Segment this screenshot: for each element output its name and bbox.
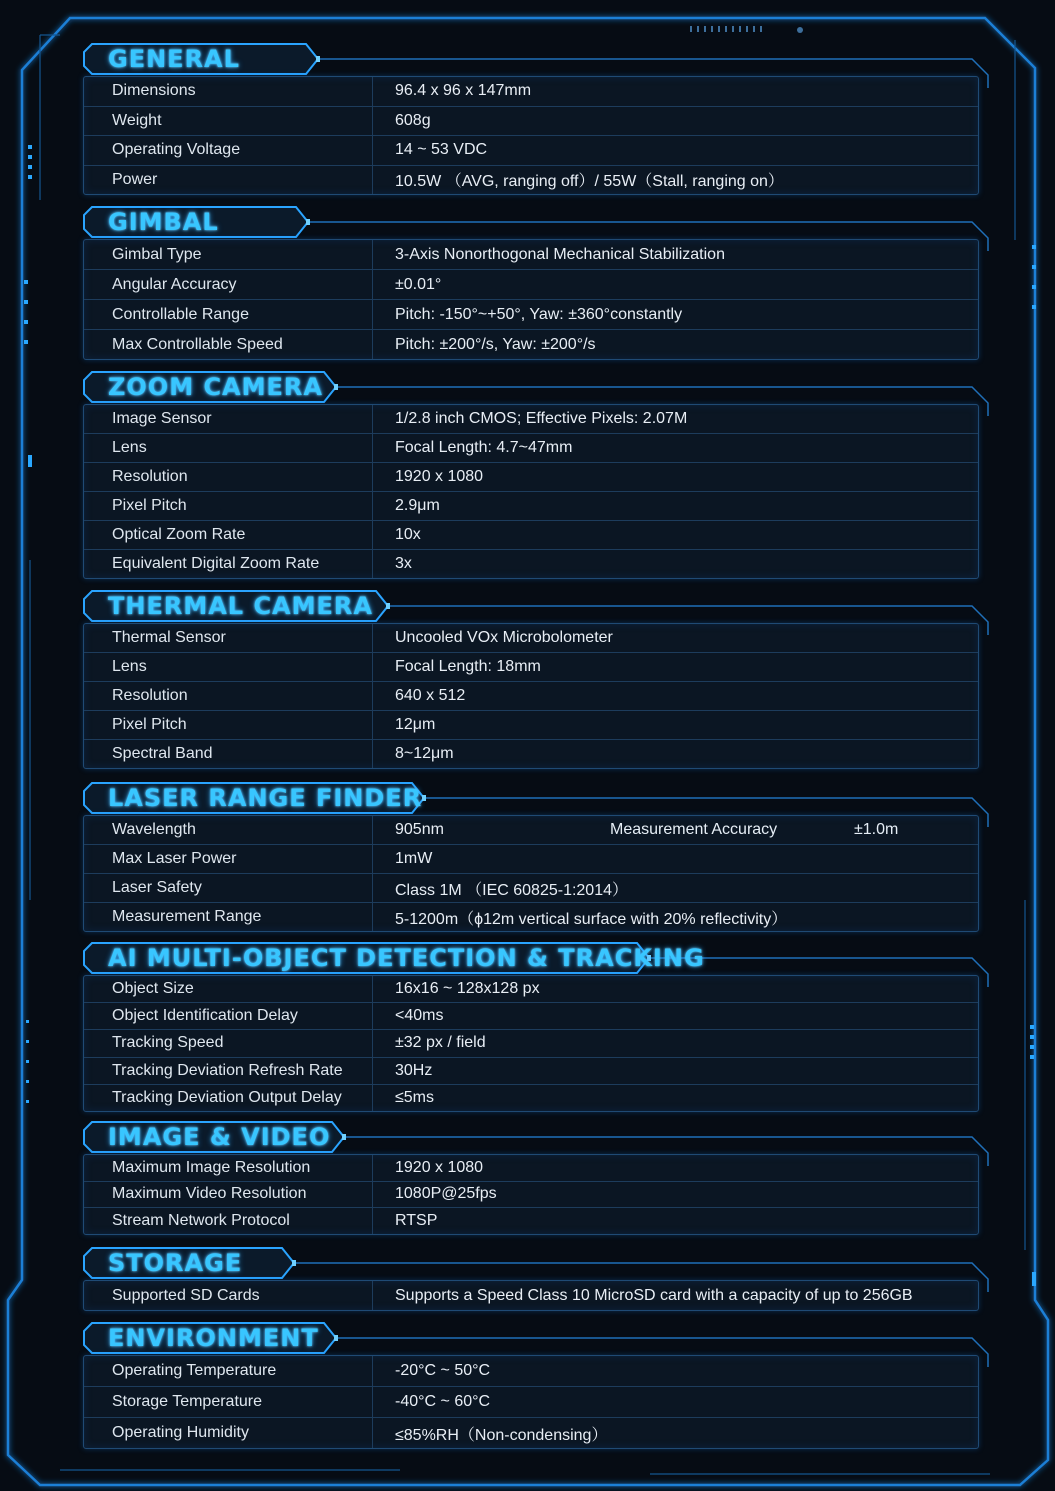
- spec-value: 30Hz: [395, 1061, 433, 1079]
- spec-label: Measurement Range: [112, 908, 262, 925]
- spec-label: Object Identification Delay: [112, 1007, 298, 1025]
- spec-label: Angular Accuracy: [112, 275, 237, 293]
- spec-table: [83, 623, 979, 769]
- spec-table: [83, 1154, 979, 1235]
- table-row: [84, 1058, 978, 1085]
- spec-label: Tracking Deviation Refresh Rate: [112, 1061, 343, 1079]
- spec-table: [83, 1355, 979, 1449]
- section-title: THERMAL CAMERA: [108, 592, 373, 620]
- section-title: STORAGE: [108, 1249, 243, 1277]
- column-divider: [372, 463, 373, 491]
- spec-value: 10x: [395, 526, 421, 543]
- table-row: [84, 240, 978, 270]
- spec-label: Pixel Pitch: [112, 716, 187, 733]
- spec-value: Pitch: -150°~+50°, Yaw: ±360°constantly: [395, 305, 683, 323]
- spec-value: -40°C ~ 60°C: [395, 1393, 491, 1410]
- spec-label: Equivalent Digital Zoom Rate: [112, 555, 320, 572]
- table-row: [84, 816, 978, 845]
- spec-value: ≤85%RH（Non-condensing）: [395, 1426, 608, 1444]
- column-divider: [372, 845, 373, 873]
- spec-label: Object Size: [112, 980, 194, 998]
- column-divider: [372, 903, 373, 931]
- table-row: [84, 874, 978, 903]
- column-divider: [372, 1003, 373, 1029]
- spec-label: Storage Temperature: [112, 1393, 263, 1410]
- spec-value: <40ms: [395, 1007, 444, 1025]
- spec-value: 1mW: [395, 850, 433, 867]
- table-row: [84, 1418, 978, 1448]
- table-row: [84, 77, 978, 107]
- table-row: [84, 521, 978, 550]
- spec-value: RTSP: [395, 1211, 438, 1229]
- spec-value: 12μm: [395, 716, 436, 733]
- table-row: [84, 682, 978, 711]
- table-row: [84, 624, 978, 653]
- table-row: [84, 653, 978, 682]
- spec-label: Pixel Pitch: [112, 497, 187, 514]
- spec-value: Supports a Speed Class 10 MicroSD card with a capacity of up to 256GB: [395, 1286, 913, 1304]
- section-title: AI MULTI-OBJECT DETECTION & TRACKING: [108, 944, 705, 972]
- spec-table: [83, 76, 979, 195]
- spec-value: 8~12μm: [395, 745, 454, 762]
- spec-value: Class 1M （IEC 60825-1:2014）: [395, 881, 629, 899]
- spec-label: Lens: [112, 658, 147, 675]
- column-divider: [372, 240, 373, 269]
- spec-label: Controllable Range: [112, 305, 249, 323]
- spec-value: 640 x 512: [395, 687, 466, 704]
- spec-label: Image Sensor: [112, 410, 212, 427]
- section-title: ENVIRONMENT: [108, 1324, 319, 1352]
- spec-label: Tracking Speed: [112, 1034, 224, 1052]
- table-row: [84, 1030, 978, 1057]
- table-row: [84, 1003, 978, 1030]
- spec-extra-label: Measurement Accuracy: [610, 821, 778, 838]
- table-row: [84, 1356, 978, 1387]
- table-row: [84, 463, 978, 492]
- spec-value: 3-Axis Nonorthogonal Mechanical Stabilization: [395, 245, 725, 263]
- column-divider: [372, 1182, 373, 1208]
- column-divider: [372, 1418, 373, 1448]
- column-divider: [372, 976, 373, 1002]
- table-row: [84, 1387, 978, 1418]
- section-title: GIMBAL: [108, 208, 219, 236]
- spec-value: -20°C ~ 50°C: [395, 1362, 491, 1379]
- spec-value: ±32 px / field: [395, 1034, 486, 1052]
- column-divider: [372, 550, 373, 578]
- column-divider: [372, 874, 373, 902]
- spec-value: 10.5W （AVG, ranging off）/ 55W（Stall, ranging on）: [395, 173, 784, 191]
- spec-value: 1920 x 1080: [395, 468, 484, 485]
- table-row: [84, 1182, 978, 1209]
- spec-label: Operating Temperature: [112, 1362, 277, 1379]
- table-row: [84, 405, 978, 434]
- column-divider: [372, 521, 373, 549]
- spec-label: Maximum Video Resolution: [112, 1185, 307, 1203]
- spec-value: 3x: [395, 555, 412, 572]
- spec-label: Power: [112, 170, 158, 188]
- section-title: LASER RANGE FINDER: [108, 784, 423, 812]
- section-title: GENERAL: [108, 45, 240, 73]
- spec-label: Dimensions: [112, 82, 196, 100]
- column-divider: [372, 740, 373, 768]
- spec-value: Uncooled VOx Microbolometer: [395, 629, 613, 646]
- column-divider: [372, 166, 373, 195]
- column-divider: [372, 1155, 373, 1181]
- spec-label: Optical Zoom Rate: [112, 526, 246, 543]
- table-row: [84, 107, 978, 137]
- spec-label: Stream Network Protocol: [112, 1211, 290, 1229]
- spec-label: Spectral Band: [112, 745, 213, 762]
- column-divider: [372, 1085, 373, 1111]
- spec-label: Gimbal Type: [112, 245, 202, 263]
- spec-value: 16x16 ~ 128x128 px: [395, 980, 540, 998]
- spec-value: 1080P@25fps: [395, 1185, 497, 1203]
- table-row: [84, 740, 978, 768]
- column-divider: [372, 107, 373, 136]
- spec-label: Supported SD Cards: [112, 1286, 260, 1304]
- table-row: [84, 711, 978, 740]
- spec-label: Wavelength: [112, 821, 196, 838]
- spec-value: 2.9μm: [395, 497, 440, 514]
- table-row: [84, 270, 978, 300]
- table-row: [84, 434, 978, 463]
- spec-value: 5-1200m（ϕ12m vertical surface with 20% reflectivity）: [395, 910, 788, 928]
- spec-label: Resolution: [112, 687, 188, 704]
- spec-table: [83, 815, 979, 932]
- table-row: [84, 550, 978, 578]
- spec-value: 1/2.8 inch CMOS; Effective Pixels: 2.07M: [395, 410, 688, 427]
- table-row: [84, 903, 978, 931]
- column-divider: [372, 300, 373, 329]
- column-divider: [372, 330, 373, 359]
- column-divider: [372, 624, 373, 652]
- column-divider: [372, 77, 373, 106]
- spec-value: 905nm: [395, 821, 444, 838]
- table-row: [84, 845, 978, 874]
- table-row: [84, 166, 978, 195]
- spec-label: Thermal Sensor: [112, 629, 226, 646]
- column-divider: [372, 653, 373, 681]
- spec-label: Tracking Deviation Output Delay: [112, 1088, 342, 1106]
- column-divider: [372, 1058, 373, 1084]
- spec-value: Focal Length: 4.7~47mm: [395, 439, 573, 456]
- spec-table: [83, 975, 979, 1112]
- column-divider: [372, 1208, 373, 1234]
- spec-value: ≤5ms: [395, 1088, 435, 1106]
- column-divider: [372, 711, 373, 739]
- column-divider: [372, 1281, 373, 1310]
- column-divider: [372, 1356, 373, 1386]
- spec-value: 96.4 x 96 x 147mm: [395, 82, 532, 100]
- table-row: [84, 330, 978, 359]
- section-title: ZOOM CAMERA: [108, 373, 323, 401]
- table-row: [84, 1208, 978, 1234]
- column-divider: [372, 682, 373, 710]
- table-row: [84, 1155, 978, 1182]
- spec-value: 14 ~ 53 VDC: [395, 141, 488, 159]
- spec-label: Maximum Image Resolution: [112, 1158, 311, 1176]
- spec-label: Resolution: [112, 468, 188, 485]
- spec-label: Laser Safety: [112, 879, 202, 896]
- table-row: [84, 136, 978, 166]
- spec-value: 1920 x 1080: [395, 1158, 484, 1176]
- spec-label: Max Laser Power: [112, 850, 237, 867]
- spec-label: Operating Voltage: [112, 141, 241, 159]
- table-row: [84, 1281, 978, 1310]
- spec-value: ±0.01°: [395, 275, 442, 293]
- spec-value: Pitch: ±200°/s, Yaw: ±200°/s: [395, 335, 596, 353]
- spec-label: Max Controllable Speed: [112, 335, 283, 353]
- spec-label: Operating Humidity: [112, 1424, 249, 1441]
- spec-extra-value: ±1.0m: [854, 821, 899, 838]
- column-divider: [372, 136, 373, 165]
- spec-label: Weight: [112, 111, 162, 129]
- column-divider: [372, 270, 373, 299]
- column-divider: [372, 492, 373, 520]
- spec-value: Focal Length: 18mm: [395, 658, 541, 675]
- spec-label: Lens: [112, 439, 147, 456]
- spec-table: [83, 239, 979, 360]
- spec-value: 608g: [395, 111, 431, 129]
- column-divider: [372, 816, 373, 844]
- column-divider: [372, 405, 373, 433]
- spec-table: [83, 1280, 979, 1311]
- column-divider: [372, 1387, 373, 1417]
- table-row: [84, 976, 978, 1003]
- table-row: [84, 1085, 978, 1111]
- column-divider: [372, 434, 373, 462]
- table-row: [84, 492, 978, 521]
- section-title: IMAGE & VIDEO: [108, 1123, 331, 1151]
- table-row: [84, 300, 978, 330]
- column-divider: [372, 1030, 373, 1056]
- spec-table: [83, 404, 979, 579]
